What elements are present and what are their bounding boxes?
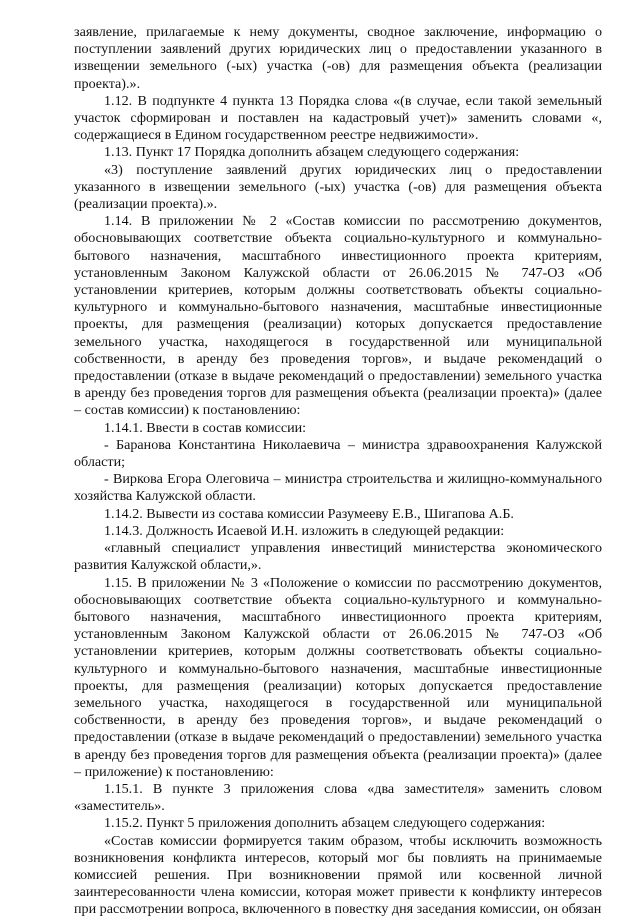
paragraph-1-14-1: 1.14.1. Ввести в состав комиссии: xyxy=(104,419,307,436)
paragraph-1-15-2: 1.15.2. Пункт 5 приложения дополнить абзацем следующего содержания: xyxy=(104,815,546,832)
paragraph-continuation: заявление, прилагаемые к нему документы, сводное заключение, информацию о поступлении заявлений других юридических лиц о предоставлении указанного в извещении земельного (-ых) участка (-ов) для размещения объекта (реализации проекта).». xyxy=(74,24,602,92)
paragraph-1-14-1-item-1: - Баранова Константина Николаевича – министра здравоохранения Калужской области; xyxy=(74,436,602,471)
paragraph-1-14-3: 1.14.3. Должность Исаевой И.Н. изложить в следующей редакции: xyxy=(104,522,505,539)
paragraph-1-14: 1.14. В приложении № 2 «Состав комиссии по рассмотрению документов, обосновывающих соответствие объекта социально-культурного и коммунально-бытового назначения, масштабного инвестиционного проекта критериям, установленным Законом Калужской области от 26.06.2015 № 747-ОЗ «Об установлении критериев, которым должны соответствовать объекты социально-культурного и коммунально-бытового назначения, масштабные инвестиционные проекты, для размещения (реализации) которых допускается предоставление земельного участка, находящегося в государственной или муниципальной собственности, в аренду без проведения торгов», и выдаче рекомендаций о предоставлении (отказе в выдаче рекомендаций о предоставлении) земельного участка в аренду без проведения торгов для размещения объекта (реализации проекта)» (далее – состав комиссии) к постановлению: xyxy=(74,213,602,419)
paragraph-1-14-2: 1.14.2. Вывести из состава комиссии Разумееву Е.В., Шигапова А.Б. xyxy=(104,505,514,522)
paragraph-1-12: 1.12. В подпункте 4 пункта 13 Порядка слова «(в случае, если такой земельный участок сформирован и поставлен на кадастровый учет)» заменить словами «, содержащиеся в Едином государственном реестре недвижимости». xyxy=(74,92,602,144)
paragraph-1-14-3-quote: «главный специалист управления инвестиций министерства экономического развития Калужской области,». xyxy=(74,540,602,574)
paragraph-1-15-2-quote: «Состав комиссии формируется таким образом, чтобы исключить возможность возникновения конфликта интересов, который мог бы повлиять на принимаемые комиссией решения. При возникновении прямой или косвенной личной заинтересованности члена комиссии, которая может привести к конфликту интересов при рассмотрении вопроса, включенного в повестку дня заседания комиссии, он обязан xyxy=(74,832,602,918)
paragraph-1-15: 1.15. В приложении № 3 «Положение о комиссии по рассмотрению документов, обосновывающих соответствие объекта социально-культурного и коммунально-бытового назначения, масштабного инвестиционного проекта критериям, установленным Законом Калужской области от 26.06.2015 № 747-ОЗ «Об установлении критериев, которым должны соответствовать объекты социально-культурного и коммунально-бытового назначения, масштабные инвестиционные проекты, для размещения (реализации) которых допускается предоставление земельного участка, находящегося в государственной или муниципальной собственности, в аренду без проведения торгов», и выдаче рекомендаций о предоставлении (отказе в выдаче рекомендаций о предоставлении) земельного участка в аренду без проведения торгов для размещения объекта (реализации проекта)» (далее – приложение) к постановлению: xyxy=(74,574,602,780)
paragraph-1-15-1: 1.15.1. В пункте 3 приложения слова «два заместителя» заменить словом «заместитель». xyxy=(74,780,602,815)
document-body xyxy=(74,24,602,919)
paragraph-1-13: 1.13. Пункт 17 Порядка дополнить абзацем следующего содержания: xyxy=(104,144,520,161)
paragraph-1-13-quote: «3) поступление заявлений других юридических лиц о предоставлении указанного в извещении земельного (-ых) участка (-ов) для размещения объекта (реализации проекта).». xyxy=(74,161,602,213)
paragraph-1-14-1-item-2: - Виркова Егора Олеговича – министра строительства и жилищно-коммунального хозяйства Калужской области. xyxy=(74,471,602,505)
